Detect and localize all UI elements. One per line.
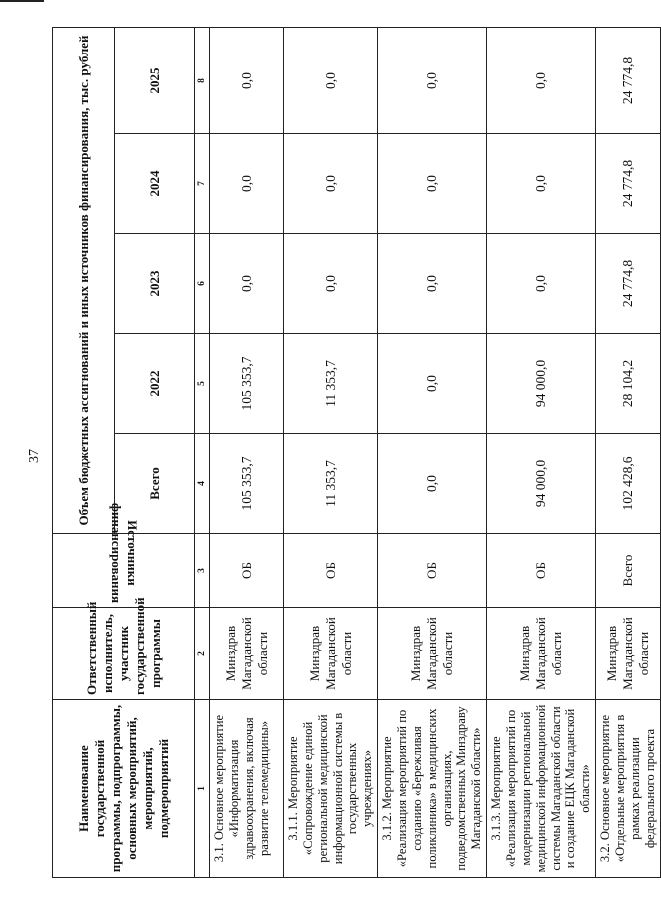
funding-source: ОБ xyxy=(378,534,487,608)
value-2023: 0,0 xyxy=(210,234,284,334)
value-total: 105 353,7 xyxy=(210,434,284,534)
measure-name: 3.1.1. Мероприятие «Сопровождение единой региональной медицинской информационной системы в государственных учреждениях» xyxy=(284,700,378,878)
funding-source: ОБ xyxy=(487,534,596,608)
table-row xyxy=(596,27,660,877)
header-source: Источники финансирования xyxy=(53,534,195,608)
value-2022: 94 000,0 xyxy=(487,334,596,434)
budget-table xyxy=(52,27,661,878)
col-number: 6 xyxy=(195,234,210,334)
header-year-2025: 2025 xyxy=(115,27,195,133)
table-row xyxy=(378,27,487,877)
value-2025: 24 774,8 xyxy=(596,27,660,133)
header-year-2022: 2022 xyxy=(115,334,195,434)
executor: Минздрав Магаданской области xyxy=(487,608,596,700)
col-number: 8 xyxy=(195,27,210,133)
measure-name: 3.1.2. Мероприятие «Реализация мероприятий по созданию «Бережливая поликлиника» в медицинских организациях, подведомственных Минздраву Магаданской области» xyxy=(378,700,487,878)
top-rule xyxy=(0,0,44,2)
header-year-2024: 2024 xyxy=(115,134,195,234)
value-2023: 0,0 xyxy=(378,234,487,334)
executor: Минздрав Магаданской области xyxy=(378,608,487,700)
header-name: Наименование государственной программы, подпрограммы, основных мероприятий, мероприятий, подмероприятий xyxy=(53,700,195,878)
value-2025: 0,0 xyxy=(210,27,284,133)
executor: Минздрав Магаданской области xyxy=(596,608,660,700)
value-2024: 0,0 xyxy=(487,134,596,234)
value-total: 0,0 xyxy=(378,434,487,534)
page-number: 37 xyxy=(27,449,42,463)
col-number: 3 xyxy=(195,534,210,608)
value-2023: 0,0 xyxy=(487,234,596,334)
col-number: 7 xyxy=(195,134,210,234)
measure-name: 3.1.3. Мероприятие «Реализация мероприятий по модернизации региональной медицинской информационной системы Магаданской области и создание ЕЦК Магаданской области» xyxy=(487,700,596,878)
funding-source: ОБ xyxy=(284,534,378,608)
value-2025: 0,0 xyxy=(378,27,487,133)
col-number: 2 xyxy=(195,608,210,700)
col-number: 4 xyxy=(195,434,210,534)
executor: Минздрав Магаданской области xyxy=(284,608,378,700)
header-executor: Ответственный исполнитель, участник государственной программы xyxy=(53,608,195,700)
value-total: 11 353,7 xyxy=(284,434,378,534)
col-number: 1 xyxy=(195,700,210,878)
col-number: 5 xyxy=(195,334,210,434)
value-2024: 0,0 xyxy=(284,134,378,234)
funding-source: Всего xyxy=(596,534,660,608)
column-number-row xyxy=(195,27,210,877)
header-volume: Объем бюджетных ассигнований и иных источников финансирования, тыс. рублей xyxy=(53,27,115,533)
value-2023: 24 774,8 xyxy=(596,234,660,334)
executor: Минздрав Магаданской области xyxy=(210,608,284,700)
value-2023: 0,0 xyxy=(284,234,378,334)
header-year-2023: 2023 xyxy=(115,234,195,334)
value-2024: 24 774,8 xyxy=(596,134,660,234)
funding-source: ОБ xyxy=(210,534,284,608)
rotated-page xyxy=(52,28,657,878)
value-total: 102 428,6 xyxy=(596,434,660,534)
table-row xyxy=(210,27,284,877)
value-2022: 28 104,2 xyxy=(596,334,660,434)
measure-name: 3.1. Основное мероприятие «Информатизация здравоохранения, включая развитие телемедицины» xyxy=(210,700,284,878)
measure-name: 3.2. Основное мероприятие «Отдельные мероприятия в рамках реализации федерального проекта xyxy=(596,700,660,878)
table-row xyxy=(284,27,378,877)
value-2022: 105 353,7 xyxy=(210,334,284,434)
value-total: 94 000,0 xyxy=(487,434,596,534)
value-2025: 0,0 xyxy=(487,27,596,133)
value-2022: 11 353,7 xyxy=(284,334,378,434)
header-total: Всего xyxy=(115,434,195,534)
value-2025: 0,0 xyxy=(284,27,378,133)
table-row xyxy=(487,27,596,877)
value-2024: 0,0 xyxy=(378,134,487,234)
value-2024: 0,0 xyxy=(210,134,284,234)
value-2022: 0,0 xyxy=(378,334,487,434)
